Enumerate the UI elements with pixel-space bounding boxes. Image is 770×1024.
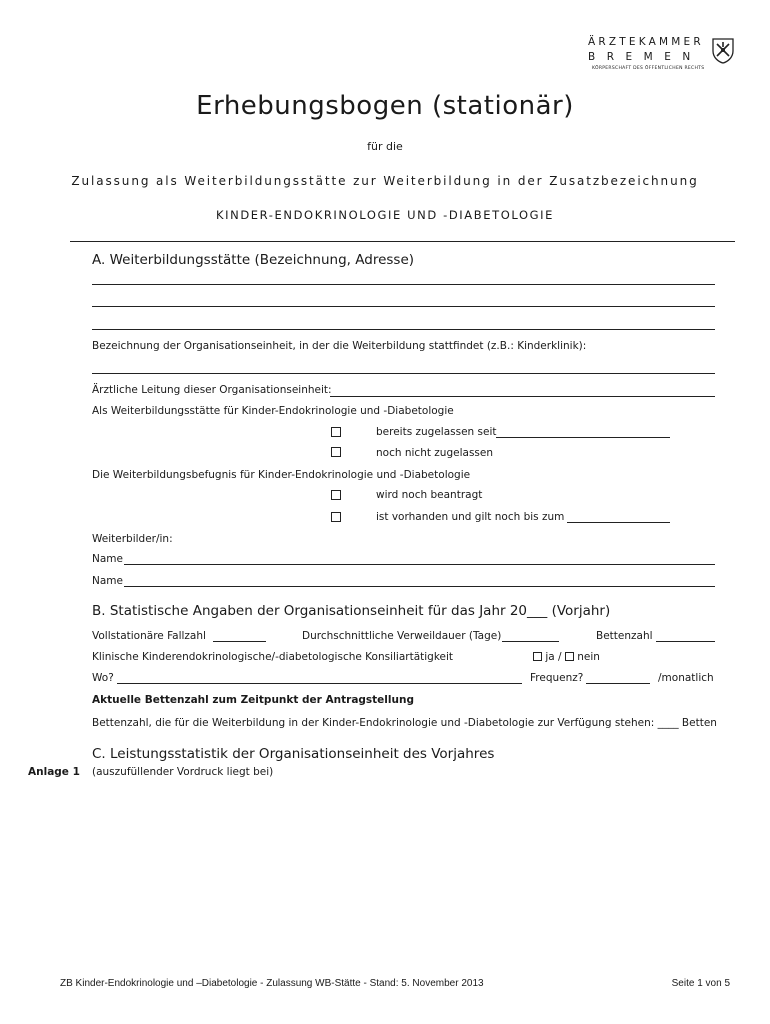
avg-stay-label: Durchschnittliche Verweildauer (Tage) [302,630,502,642]
section-b-title: B. Statistische Angaben der Organisationseinheit für das Jahr 20___ (Vorjahr) [92,603,611,619]
section-c-title: C. Leistungsstatistik der Organisationseinheit des Vorjahres [92,746,495,762]
document-title: Erhebungsbogen (stationär) [196,91,574,121]
being-applied-checkbox[interactable] [331,490,341,500]
current-beds-title: Aktuelle Bettenzahl zum Zeitpunkt der Antragstellung [92,694,414,706]
inpatient-cases-field[interactable] [213,641,266,642]
avg-stay-field[interactable] [502,641,559,642]
beds-label: Bettenzahl [596,630,653,642]
frequency-field[interactable] [586,683,650,684]
approved-since-label: bereits zugelassen seit [376,426,497,438]
being-applied-label: wird noch beantragt [376,489,483,501]
not-approved-checkbox[interactable] [331,447,341,457]
org-city: BREMEN [588,51,702,63]
address-line-2[interactable] [92,306,715,307]
header-divider [70,241,735,242]
approved-since-field[interactable] [496,437,670,438]
where-label: Wo? [92,672,114,684]
head-field[interactable] [330,396,715,397]
trainers-label: Weiterbilder/in: [92,533,173,545]
address-line-1[interactable] [92,284,715,285]
approved-checkbox[interactable] [331,427,341,437]
org-subtitle: KÖRPERSCHAFT DES ÖFFENTLICHEN RECHTS [592,66,705,71]
head-label: Ärztliche Leitung dieser Organisationseinheit: [92,384,332,396]
purpose-text: Zulassung als Weiterbildungsstätte zur Weiterbildung in der Zusatzbezeichnung [71,174,699,188]
coat-of-arms-icon [712,38,734,64]
annex-note: (auszufüllender Vordruck liegt bei) [92,766,274,778]
trainer-name-field-2[interactable] [124,586,715,587]
specialty-title: KINDER-ENDOKRINOLOGIE UND -DIABETOLOGIE [215,208,554,222]
section-a-title: A. Weiterbildungsstätte (Bezeichnung, Adresse) [92,252,415,268]
monthly-label: /monatlich [658,672,714,684]
consult-no-checkbox[interactable] [565,652,574,661]
trainer-name-field-1[interactable] [124,564,715,565]
org-name: ÄRZTEKAMMER [588,36,704,48]
consult-yes-label: ja / [545,651,562,663]
consult-yes-no [533,651,600,663]
where-field[interactable] [117,683,522,684]
consult-label: Klinische Kinderendokrinologische/-diabetologische Konsiliartätigkeit [92,651,454,663]
authorization-label: Die Weiterbildungsbefugnis für Kinder-Endokrinologie und -Diabetologie [92,469,471,481]
valid-until-field[interactable] [567,522,670,523]
consult-yes-checkbox[interactable] [533,652,542,661]
valid-until-label: ist vorhanden und gilt noch bis zum [376,511,565,523]
frequency-label: Frequenz? [530,672,584,684]
address-line-3[interactable] [92,329,715,330]
for-label: für die [367,140,403,153]
training-beds-label: Bettenzahl, die für die Weiterbildung in der Kinder-Endokrinologie und -Diabetologie zur Verfügung stehen: ____ Betten [92,717,717,729]
beds-field[interactable] [656,641,715,642]
annex-label: Anlage 1 [28,766,80,778]
footer-left: ZB Kinder-Endokrinologie und –Diabetologie - Zulassung WB-Stätte - Stand: 5. November 2013 [60,978,484,989]
inpatient-cases-label: Vollstationäre Fallzahl [92,630,206,642]
trainer-name-label-1: Name [92,553,123,565]
approval-label: Als Weiterbildungsstätte für Kinder-Endokrinologie und -Diabetologie [92,405,454,417]
footer-page-number: Seite 1 von 5 [671,978,730,989]
org-unit-label: Bezeichnung der Organisationseinheit, in der die Weiterbildung stattfindet (z.B.: Kinderklinik): [92,340,587,352]
valid-until-checkbox[interactable] [331,512,341,522]
consult-no-label: nein [577,651,600,663]
trainer-name-label-2: Name [92,575,123,587]
not-approved-label: noch nicht zugelassen [376,447,493,459]
org-unit-field[interactable] [92,373,715,374]
